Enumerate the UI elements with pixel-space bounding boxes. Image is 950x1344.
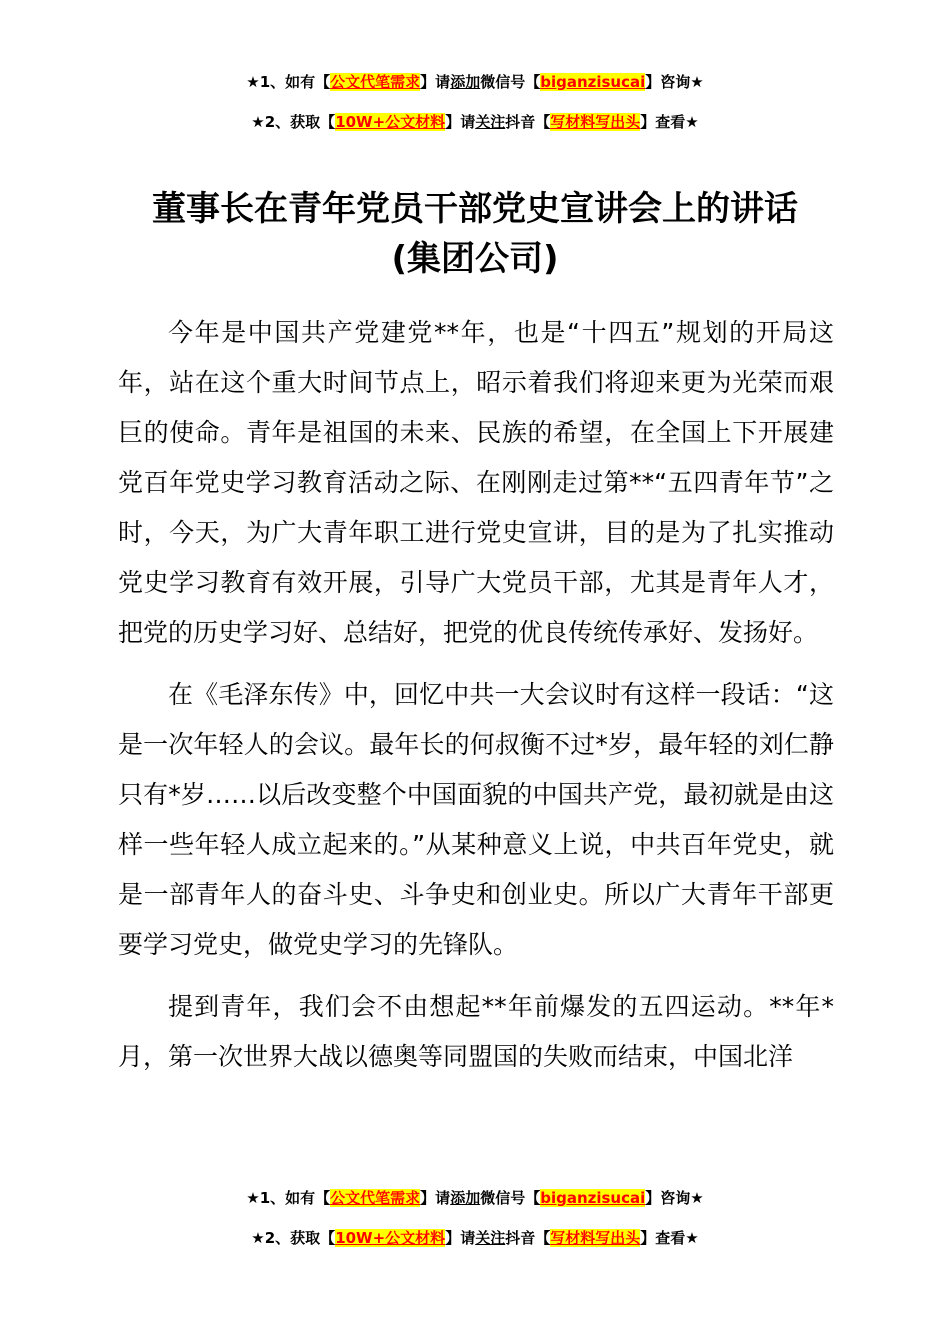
- header-banner-line-1: [0, 72, 950, 92]
- banner-underlined-text: 关注: [475, 113, 506, 131]
- footer-banner-line-2: [0, 1228, 950, 1248]
- banner-text: 微信号【: [480, 73, 541, 91]
- banner-text: 】请: [445, 1229, 476, 1247]
- banner-prefix: ★2、获取【: [251, 1229, 336, 1247]
- banner-suffix: 】查看★: [640, 1229, 699, 1247]
- banner-suffix: 】查看★: [640, 113, 699, 131]
- banner-highlight-service: 公文代笔需求: [330, 73, 421, 91]
- banner-text: 抖音【: [505, 1229, 551, 1247]
- banner-highlight-douyin-account: 写材料写出头: [550, 1229, 641, 1247]
- body-paragraph-2: 在《毛泽东传》中，回忆中共一大会议时有这样一段话：“这是一次年轻人的会议。最年长的何叔衡不过*岁，最年轻的刘仁静只有*岁……以后改变整个中国面貌的中国共产党，最初就是由这样一些年轻人成立起来的。”从某种意义上说，中共百年党史，就是一部青年人的奋斗史、斗争史和创业史。所以广大青年干部更要学习党史，做党史学习的先锋队。: [118, 680, 834, 959]
- banner-highlight-materials: 10W+公文材料: [335, 1229, 446, 1247]
- banner-highlight-wechat-id: biganzisucai: [540, 73, 646, 91]
- banner-text: 】请: [420, 73, 451, 91]
- document-body: [118, 308, 834, 1094]
- banner-prefix: ★1、如有【: [246, 1189, 331, 1207]
- banner-suffix: 】咨询★: [645, 1189, 704, 1207]
- body-paragraph-1: 今年是中国共产党建党**年，也是“十四五”规划的开局这年，站在这个重大时间节点上，昭示着我们将迎来更为光荣而艰巨的使命。青年是祖国的未来、民族的希望，在全国上下开展建党百年党史学习教育活动之际、在刚刚走过第**“五四青年节”之时，今天，为广大青年职工进行党史宣讲，目的是为了扎实推动党史学习教育有效开展，引导广大党员干部，尤其是青年人才，把党的历史学习好、总结好，把党的优良传统传承好、发扬好。: [118, 318, 834, 647]
- banner-highlight-wechat-id: biganzisucai: [540, 1189, 646, 1207]
- banner-highlight-materials: 10W+公文材料: [335, 113, 446, 131]
- banner-prefix: ★2、获取【: [251, 113, 336, 131]
- banner-text: 】请: [420, 1189, 451, 1207]
- header-banner-line-2: [0, 112, 950, 132]
- banner-suffix: 】咨询★: [645, 73, 704, 91]
- banner-underlined-text: 添加: [450, 73, 481, 91]
- body-paragraph-3: 提到青年，我们会不由想起**年前爆发的五四运动。**年*月，第一次世界大战以德奥等同盟国的失败而结束，中国北洋: [118, 992, 834, 1071]
- banner-text: 抖音【: [505, 113, 551, 131]
- footer-banner-line-1: [0, 1188, 950, 1208]
- banner-text: 】请: [445, 113, 476, 131]
- document-title-line-2: (集团公司): [391, 239, 559, 279]
- banner-underlined-text: 关注: [475, 1229, 506, 1247]
- banner-text: 微信号【: [480, 1189, 541, 1207]
- document-title-line-1: 董事长在青年党员干部党史宣讲会上的讲话: [152, 189, 798, 229]
- banner-highlight-service: 公文代笔需求: [330, 1189, 421, 1207]
- banner-prefix: ★1、如有【: [246, 73, 331, 91]
- banner-highlight-douyin-account: 写材料写出头: [550, 113, 641, 131]
- banner-underlined-text: 添加: [450, 1189, 481, 1207]
